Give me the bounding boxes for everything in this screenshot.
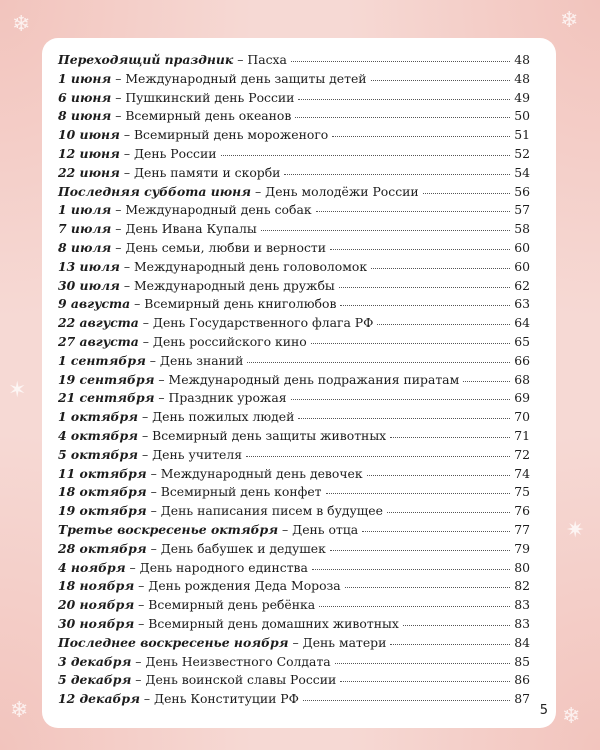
toc-entry-title: – День России bbox=[119, 145, 217, 161]
dot-leader bbox=[390, 644, 510, 645]
toc-entry-date: 9 августа bbox=[58, 296, 131, 312]
snowflake-icon: ❄ bbox=[560, 8, 579, 33]
toc-entry bbox=[58, 334, 530, 353]
toc-entry-page: 86 bbox=[514, 672, 530, 688]
toc-entry-title: – День народного единства bbox=[125, 559, 308, 575]
toc-entry-title: – Праздник урожая bbox=[154, 390, 287, 406]
toc-entry-title: – Международный день собак bbox=[111, 202, 312, 218]
toc-entry-date: 1 сентября bbox=[58, 352, 146, 368]
toc-entry-page: 65 bbox=[514, 333, 530, 349]
dot-leader bbox=[390, 437, 510, 438]
dot-leader bbox=[312, 569, 510, 570]
toc-entry-date: 8 июля bbox=[58, 239, 112, 255]
toc-entry-date: 4 октября bbox=[58, 427, 139, 443]
toc-entry-page: 87 bbox=[514, 691, 530, 707]
toc-entry-date: Последняя суббота июня bbox=[58, 183, 252, 199]
toc-entry-page: 68 bbox=[514, 371, 530, 387]
toc-entry-title: – День воинской славы России bbox=[131, 672, 337, 688]
toc-entry bbox=[58, 127, 530, 146]
toc-entry-title: – День пожилых людей bbox=[138, 409, 295, 425]
toc-entry-title: – Международный день дружбы bbox=[119, 277, 335, 293]
toc-entry bbox=[58, 597, 530, 616]
toc-entry-date: 3 декабря bbox=[58, 653, 132, 669]
dot-leader bbox=[339, 287, 510, 288]
toc-entry-date: Третье воскресенье октября bbox=[58, 521, 279, 537]
dot-leader bbox=[330, 249, 510, 250]
toc-entry-title: – Пасха bbox=[233, 52, 287, 67]
dot-leader bbox=[311, 343, 510, 344]
toc-entry bbox=[58, 484, 530, 503]
snowflake-icon: ❄ bbox=[562, 704, 581, 729]
toc-entry-page: 56 bbox=[514, 183, 530, 199]
snowflake-icon: ❄ bbox=[10, 698, 29, 723]
toc-entry-date: 12 июня bbox=[58, 145, 120, 161]
dot-leader bbox=[326, 493, 511, 494]
dot-leader bbox=[403, 625, 510, 626]
toc-entry bbox=[58, 503, 530, 522]
table-of-contents bbox=[58, 52, 530, 710]
toc-entry-title: – День знаний bbox=[145, 352, 244, 368]
snowflake-icon: ❄ bbox=[12, 12, 31, 37]
toc-entry-page: 69 bbox=[514, 390, 530, 406]
toc-entry bbox=[58, 108, 530, 127]
toc-entry-title: – День матери bbox=[288, 634, 387, 650]
toc-entry bbox=[58, 90, 530, 109]
toc-entry-page: 76 bbox=[514, 503, 530, 519]
toc-entry-page: 75 bbox=[514, 484, 530, 500]
toc-entry bbox=[58, 240, 530, 259]
dot-leader bbox=[303, 700, 510, 701]
toc-entry-date: 22 августа bbox=[58, 315, 139, 331]
toc-entry bbox=[58, 165, 530, 184]
toc-entry-title: – День учителя bbox=[138, 446, 243, 462]
toc-entry-page: 50 bbox=[514, 108, 530, 124]
toc-entry-title: – Всемирный день мороженого bbox=[119, 127, 329, 143]
toc-entry-page: 48 bbox=[514, 52, 530, 67]
toc-entry-page: 71 bbox=[514, 427, 530, 443]
toc-entry bbox=[58, 221, 530, 240]
dot-leader bbox=[377, 324, 510, 325]
toc-entry bbox=[58, 578, 530, 597]
toc-entry-date: 22 июня bbox=[58, 164, 120, 180]
toc-entry-date: 1 июня bbox=[58, 70, 112, 86]
toc-entry bbox=[58, 372, 530, 391]
toc-entry bbox=[58, 296, 530, 315]
dot-leader bbox=[330, 550, 510, 551]
toc-entry-page: 83 bbox=[514, 597, 530, 613]
toc-entry-title: – День памяти и скорби bbox=[119, 164, 281, 180]
dot-leader bbox=[291, 61, 510, 62]
toc-entry-page: 80 bbox=[514, 559, 530, 575]
toc-entry bbox=[58, 202, 530, 221]
dot-leader bbox=[387, 512, 510, 513]
star-icon: ✶ bbox=[8, 378, 27, 403]
toc-entry-date: 27 августа bbox=[58, 333, 139, 349]
toc-entry-date: 7 июля bbox=[58, 221, 112, 237]
toc-entry bbox=[58, 315, 530, 334]
dot-leader bbox=[298, 418, 510, 419]
dot-leader bbox=[247, 362, 510, 363]
toc-entry-page: 58 bbox=[514, 221, 530, 237]
toc-entry-date: 1 июля bbox=[58, 202, 112, 218]
toc-entry-page: 48 bbox=[514, 70, 530, 86]
toc-entry-title: – Пушкинский день России bbox=[111, 89, 295, 105]
toc-entry-page: 83 bbox=[514, 615, 530, 631]
toc-entry-date: 30 ноября bbox=[58, 615, 135, 631]
toc-entry bbox=[58, 71, 530, 90]
toc-entry bbox=[58, 560, 530, 579]
toc-entry-date: 18 октября bbox=[58, 484, 147, 500]
toc-entry-page: 52 bbox=[514, 145, 530, 161]
toc-entry-date: 1 октября bbox=[58, 409, 139, 425]
dot-leader bbox=[371, 268, 510, 269]
toc-entry-page: 54 bbox=[514, 164, 530, 180]
toc-entry-page: 63 bbox=[514, 296, 530, 312]
toc-entry-page: 85 bbox=[514, 653, 530, 669]
toc-entry bbox=[58, 390, 530, 409]
toc-entry-title: – Международный день защиты детей bbox=[111, 70, 367, 86]
toc-entry-title: – День Ивана Купалы bbox=[111, 221, 257, 237]
toc-entry bbox=[58, 447, 530, 466]
toc-entry-date: 18 ноября bbox=[58, 578, 135, 594]
toc-entry bbox=[58, 672, 530, 691]
dot-leader bbox=[298, 99, 510, 100]
toc-entry-page: 72 bbox=[514, 446, 530, 462]
toc-entry-date: 11 октября bbox=[58, 465, 147, 481]
dot-leader bbox=[340, 681, 510, 682]
toc-entry-date: 6 июня bbox=[58, 89, 112, 105]
dot-leader bbox=[332, 136, 510, 137]
toc-entry-title: – Международный день головоломок bbox=[119, 258, 368, 274]
toc-entry-title: – День семьи, любви и верности bbox=[111, 239, 327, 255]
toc-entry-page: 64 bbox=[514, 315, 530, 331]
toc-entry bbox=[58, 184, 530, 203]
dot-leader bbox=[284, 174, 510, 175]
star-icon: ✷ bbox=[566, 518, 585, 543]
toc-entry-date: 12 декабря bbox=[58, 691, 140, 707]
toc-entry-title: – День отца bbox=[278, 521, 359, 537]
toc-entry-date: 28 октября bbox=[58, 540, 147, 556]
toc-entry-date: 5 декабря bbox=[58, 672, 132, 688]
toc-entry bbox=[58, 146, 530, 165]
toc-entry-title: – День российского кино bbox=[138, 333, 307, 349]
dot-leader bbox=[362, 531, 510, 532]
toc-entry-page: 74 bbox=[514, 465, 530, 481]
toc-entry-title: – Международный день девочек bbox=[146, 465, 363, 481]
dot-leader bbox=[246, 456, 510, 457]
toc-entry bbox=[58, 353, 530, 372]
dot-leader bbox=[295, 117, 510, 118]
dot-leader bbox=[423, 193, 511, 194]
toc-entry bbox=[58, 616, 530, 635]
toc-entry bbox=[58, 635, 530, 654]
dot-leader bbox=[261, 230, 510, 231]
toc-entry bbox=[58, 278, 530, 297]
toc-entry bbox=[58, 259, 530, 278]
toc-entry bbox=[58, 52, 530, 71]
toc-entry-title: – Международный день подражания пиратам bbox=[154, 371, 460, 387]
toc-entry-title: – День написания писем в будущее bbox=[146, 503, 383, 519]
toc-entry bbox=[58, 541, 530, 560]
toc-entry-date: 4 ноября bbox=[58, 559, 126, 575]
toc-entry-date: Последнее воскресенье ноября bbox=[58, 634, 289, 650]
dot-leader bbox=[291, 399, 511, 400]
toc-entry-page: 60 bbox=[514, 258, 530, 274]
toc-entry-page: 79 bbox=[514, 540, 530, 556]
toc-entry-date: 5 октября bbox=[58, 446, 139, 462]
dot-leader bbox=[335, 663, 511, 664]
toc-entry-page: 77 bbox=[514, 521, 530, 537]
dot-leader bbox=[316, 211, 511, 212]
toc-entry-title: – Всемирный день книголюбов bbox=[130, 296, 337, 312]
toc-entry-title: – Всемирный день конфет bbox=[146, 484, 322, 500]
toc-entry-page: 66 bbox=[514, 352, 530, 368]
toc-entry-page: 51 bbox=[514, 127, 530, 143]
dot-leader bbox=[367, 475, 511, 476]
toc-entry bbox=[58, 428, 530, 447]
toc-entry-title: – День рождения Деда Мороза bbox=[134, 578, 341, 594]
toc-entry bbox=[58, 522, 530, 541]
dot-leader bbox=[340, 305, 510, 306]
toc-entry-title: – Всемирный день океанов bbox=[111, 108, 292, 124]
dot-leader bbox=[371, 80, 511, 81]
toc-entry-date: 21 сентября bbox=[58, 390, 155, 406]
toc-entry-page: 62 bbox=[514, 277, 530, 293]
toc-entry-title: – Всемирный день защиты животных bbox=[138, 427, 387, 443]
toc-entry-page: 82 bbox=[514, 578, 530, 594]
toc-entry bbox=[58, 691, 530, 710]
toc-entry-date: 19 октября bbox=[58, 503, 147, 519]
toc-entry-page: 84 bbox=[514, 634, 530, 650]
toc-entry-title: – Всемирный день домашних животных bbox=[134, 615, 399, 631]
toc-entry-page: 57 bbox=[514, 202, 530, 218]
toc-entry-title: – День Неизвестного Солдата bbox=[131, 653, 331, 669]
toc-entry-title: – День бабушек и дедушек bbox=[146, 540, 326, 556]
page-number: 5 bbox=[539, 703, 548, 718]
dot-leader bbox=[463, 381, 510, 382]
dot-leader bbox=[221, 155, 511, 156]
toc-entry-date: Переходящий праздник bbox=[58, 52, 234, 67]
toc-entry-page: 60 bbox=[514, 239, 530, 255]
toc-entry-date: 30 июля bbox=[58, 277, 120, 293]
toc-entry-date: 20 ноября bbox=[58, 597, 135, 613]
dot-leader bbox=[345, 587, 511, 588]
dot-leader bbox=[319, 606, 510, 607]
toc-entry-date: 19 сентября bbox=[58, 371, 155, 387]
toc-entry-date: 8 июня bbox=[58, 108, 112, 124]
toc-entry-date: 10 июня bbox=[58, 127, 120, 143]
toc-entry-title: – День Государственного флага РФ bbox=[138, 315, 374, 331]
toc-entry bbox=[58, 466, 530, 485]
toc-entry bbox=[58, 654, 530, 673]
toc-entry-page: 49 bbox=[514, 89, 530, 105]
toc-entry-title: – День Конституции РФ bbox=[139, 691, 299, 707]
toc-entry-date: 13 июля bbox=[58, 258, 120, 274]
toc-entry bbox=[58, 409, 530, 428]
toc-entry-title: – День молодёжи России bbox=[251, 183, 419, 199]
toc-entry-page: 70 bbox=[514, 409, 530, 425]
toc-entry-title: – Всемирный день ребёнка bbox=[134, 597, 316, 613]
